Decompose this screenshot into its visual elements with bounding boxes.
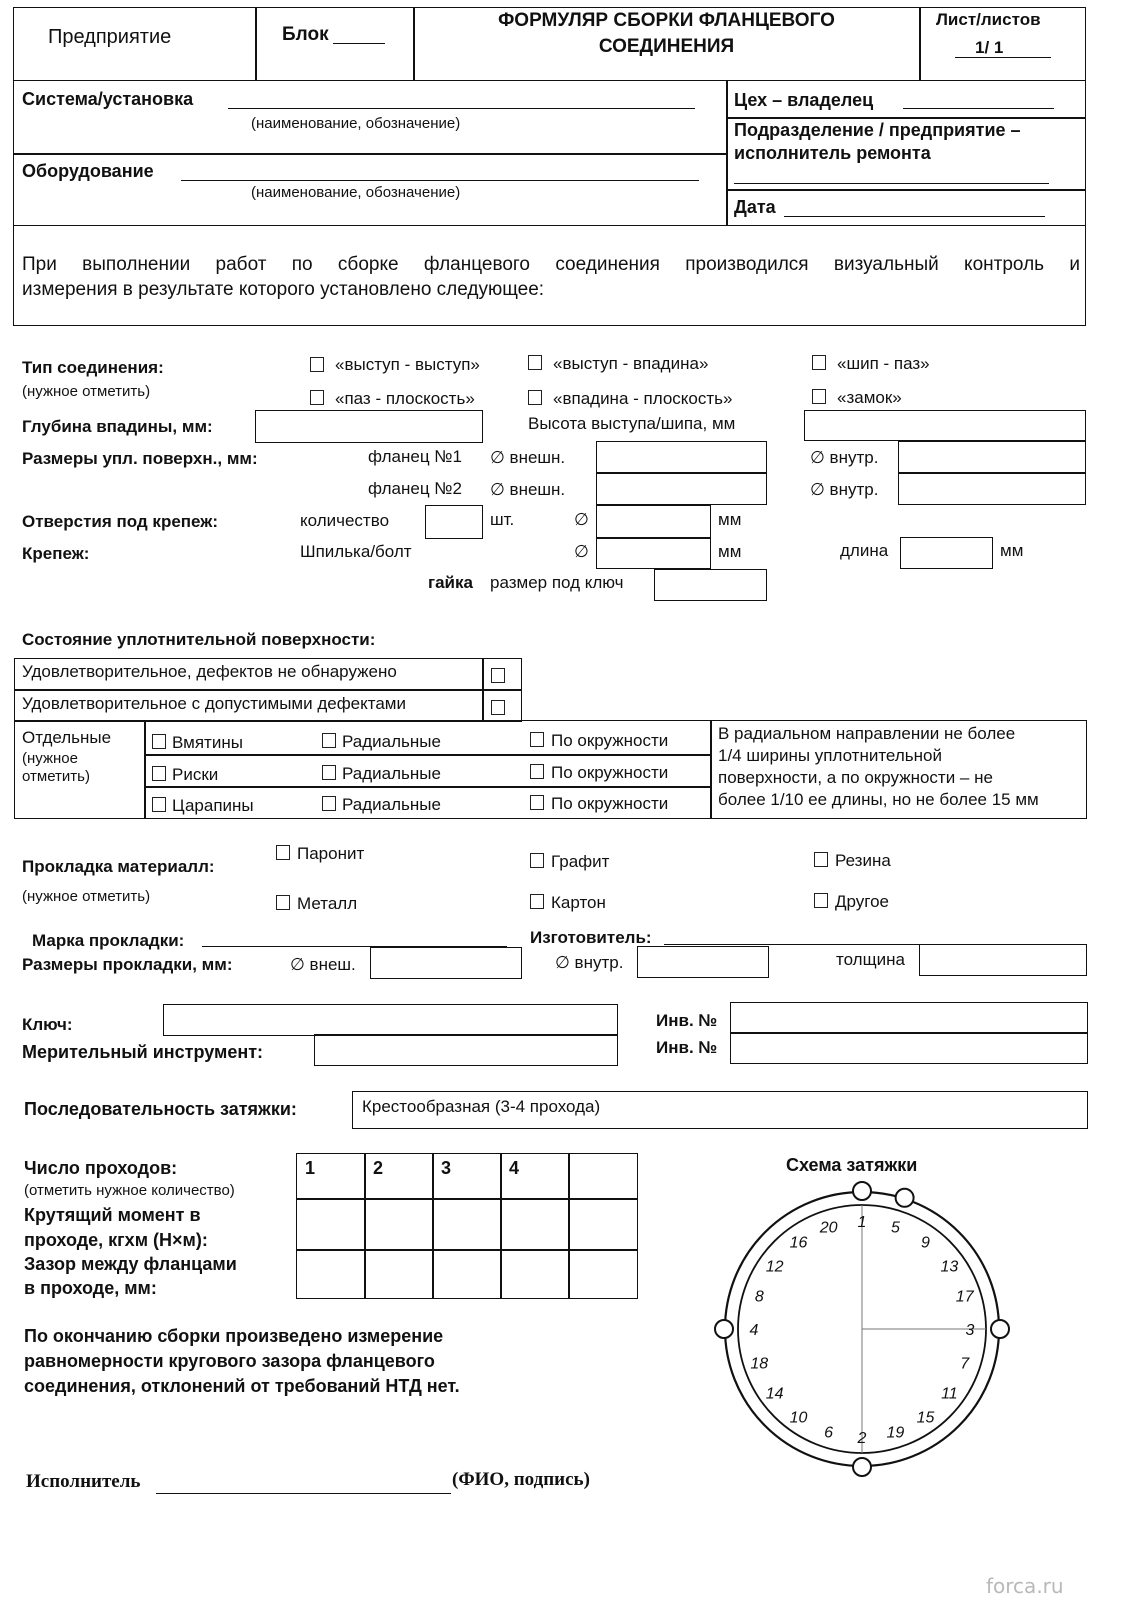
gasket-material-hint: (нужное отметить)	[22, 888, 151, 905]
bolt-number-9: 15	[916, 1409, 935, 1427]
final-line3: соединения, отклонений от требований НТД нет.	[24, 1376, 460, 1396]
executor-label: Исполнитель	[26, 1471, 141, 1492]
stud-length-label: длина	[840, 541, 889, 560]
pass-header-3: 3	[441, 1158, 452, 1178]
holes-quantity-label: количество	[300, 511, 390, 530]
measuring-label: Мерительный инструмент:	[22, 1042, 264, 1062]
checkbox-graphite[interactable]	[530, 853, 544, 868]
intro-line2: измерения в результате которого установлено следующее:	[22, 279, 545, 300]
measuring-input[interactable]	[314, 1034, 618, 1066]
passes-hint: (отметить нужное количество)	[24, 1182, 235, 1199]
checkbox-dents-circumferential[interactable]	[530, 732, 544, 747]
gap-label-line1: Зазор между фланцами	[24, 1254, 237, 1274]
torque-label-line1: Крутящий момент в	[24, 1205, 201, 1225]
option-groove-flat: «паз - плоскость»	[335, 389, 475, 408]
key-input[interactable]	[163, 1004, 618, 1036]
wrench-size-input[interactable]	[654, 569, 767, 601]
enterprise-label: Предприятие	[48, 26, 172, 48]
gasket-thickness-label: толщина	[836, 950, 905, 969]
stud-length-mm-label: мм	[1000, 541, 1024, 560]
equipment-name-hint: (наименование, обозначение)	[251, 184, 461, 201]
passes-table	[296, 1153, 638, 1299]
checkbox-groove-flat[interactable]	[310, 390, 324, 405]
gasket-cardboard: Картон	[551, 893, 606, 912]
stud-length-input[interactable]	[900, 537, 993, 569]
measuring-inv-input[interactable]	[730, 1032, 1088, 1064]
separate-label-line2: (нужное	[22, 750, 78, 767]
checkbox-hollow-flat[interactable]	[528, 390, 542, 405]
flange1-outer-input[interactable]	[596, 441, 767, 474]
bolt-number-10: 19	[886, 1424, 905, 1442]
stud-diam-label: ∅	[574, 542, 589, 561]
bolt-number-19: 16	[789, 1234, 808, 1252]
surface-title: Состояние уплотнительной поверхности:	[22, 630, 376, 649]
surface-ok-no-defects: Удовлетворительное, дефектов не обнаружено	[22, 662, 397, 681]
gasket-outer-input[interactable]	[370, 947, 522, 979]
sequence-label: Последовательность затяжки:	[24, 1099, 297, 1119]
surface-ok-with-defects: Удовлетворительное с допустимыми дефектами	[22, 694, 406, 713]
dept-field[interactable]	[734, 166, 1049, 184]
bolt-number-6: 3	[965, 1322, 975, 1339]
checkbox-dents-radial[interactable]	[322, 733, 336, 748]
stud-bolt-label: Шпилька/болт	[300, 542, 412, 561]
checkbox-ledge-hollow[interactable]	[528, 355, 542, 370]
key-inv-label: Инв. №	[656, 1011, 718, 1030]
sizes-label: Размеры упл. поверхн., мм:	[22, 449, 258, 468]
key-label: Ключ:	[22, 1015, 73, 1034]
watermark: forca.ru	[986, 1574, 1064, 1598]
checkbox-scratches-circumferential[interactable]	[530, 795, 544, 810]
defect-scratches: Царапины	[172, 796, 254, 815]
date-label: Дата	[734, 197, 776, 217]
gasket-other: Другое	[835, 892, 890, 911]
flange1-inner-input[interactable]	[898, 441, 1086, 474]
gasket-maker-field[interactable]	[664, 925, 1074, 945]
key-inv-input[interactable]	[730, 1002, 1088, 1034]
separate-label-line3: отметить)	[22, 768, 90, 785]
bolt-number-4: 13	[940, 1258, 959, 1276]
risk-radial: Радиальные	[342, 764, 441, 783]
separate-label-line1: Отдельные	[22, 728, 112, 747]
gasket-inner-input[interactable]	[637, 946, 769, 978]
defect-note-line1: В радиальном направлении не более	[718, 724, 1016, 743]
option-hollow-flat: «впадина - плоскость»	[553, 389, 733, 408]
scheme-title: Схема затяжки	[786, 1155, 918, 1175]
form-title-line2: СОЕДИНЕНИЯ	[598, 36, 735, 57]
equipment-label: Оборудование	[22, 161, 154, 181]
holes-label: Отверстия под крепеж:	[22, 512, 218, 531]
bolt-number-5: 17	[955, 1288, 974, 1306]
gap-label-line2: в проходе, мм:	[24, 1278, 157, 1298]
holes-mm-label: мм	[718, 510, 742, 529]
checkbox-metal[interactable]	[276, 895, 290, 910]
holes-diameter-input[interactable]	[596, 505, 711, 539]
checkbox-rubber[interactable]	[814, 852, 828, 867]
checkbox-scratches-radial[interactable]	[322, 796, 336, 811]
defect-dents: Вмятины	[172, 733, 243, 752]
bolt-marker-3	[991, 1320, 1009, 1338]
connection-type-hint: (нужное отметить)	[22, 383, 151, 400]
wrench-size-label: размер под ключ	[490, 573, 624, 592]
flange2-outer-input[interactable]	[596, 472, 767, 505]
checkbox-lock[interactable]	[812, 389, 826, 404]
pass-header-1: 1	[305, 1158, 316, 1178]
dents-circumferential: По окружности	[551, 731, 669, 750]
sheets-value: 1/ 1	[975, 38, 1004, 57]
fio-sign-label: (ФИО, подпись)	[452, 1469, 590, 1490]
bolt-marker-5	[896, 1189, 914, 1207]
passes-label: Число проходов:	[24, 1158, 178, 1178]
holes-quantity-input[interactable]	[425, 505, 483, 539]
torque-label-line2: проходе, кгхм (Н×м):	[24, 1230, 208, 1250]
shop-owner-label: Цех – владелец	[734, 90, 874, 110]
block-field[interactable]	[333, 24, 385, 44]
depth-input[interactable]	[255, 410, 483, 443]
fastener-label: Крепеж:	[22, 544, 90, 563]
system-label: Система/установка	[22, 89, 194, 109]
defect-note-line2: 1/4 ширины уплотнительной	[718, 746, 942, 765]
gasket-paronite: Паронит	[297, 844, 365, 863]
option-lock: «замок»	[837, 388, 902, 407]
defect-note-line3: поверхности, а по окружности – не	[718, 768, 993, 787]
form-title-line1: ФОРМУЛЯР СБОРКИ ФЛАНЦЕВОГО	[498, 10, 835, 31]
final-line1: По окончанию сборки произведено измерение	[24, 1326, 444, 1346]
option-ledge-ledge: «выступ - выступ»	[335, 355, 480, 374]
executor-field[interactable]	[156, 1472, 451, 1494]
checkbox-risk-radial[interactable]	[322, 765, 336, 780]
gasket-material-label: Прокладка материалл:	[22, 857, 215, 876]
bolt-marker-4	[715, 1320, 733, 1338]
sheets-label: Лист/листов	[936, 10, 1041, 29]
checkbox-other[interactable]	[814, 893, 828, 908]
checkbox-ok-with-defects[interactable]	[491, 700, 505, 715]
intro-line1: При выполнении работ по сборке фланцевого соединения производился визуальный контроль и	[22, 254, 1080, 275]
option-tongue-groove: «шип - паз»	[837, 354, 930, 373]
gasket-graphite: Графит	[551, 852, 610, 871]
gasket-maker-label: Изготовитель:	[530, 928, 652, 947]
bolt-marker-1	[853, 1182, 871, 1200]
system-field[interactable]	[228, 88, 695, 109]
scratches-circumferential: По окружности	[551, 794, 669, 813]
stud-diameter-input[interactable]	[596, 537, 711, 569]
checkbox-dents[interactable]	[152, 734, 166, 749]
nut-label: гайка	[428, 573, 473, 592]
bolt-number-7: 7	[960, 1355, 970, 1373]
equipment-field[interactable]	[181, 160, 699, 181]
flange1-outer-label: ∅ внешн.	[490, 448, 566, 467]
flange1-inner-label: ∅ внутр.	[810, 448, 879, 467]
gasket-sizes-label: Размеры прокладки, мм:	[22, 955, 233, 974]
gasket-metal: Металл	[297, 894, 358, 913]
dept-label-line1: Подразделение / предприятие –	[734, 120, 1021, 140]
checkbox-tongue-groove[interactable]	[812, 355, 826, 370]
checkbox-ledge-ledge[interactable]	[310, 357, 324, 372]
connection-type-label: Тип соединения:	[22, 358, 164, 377]
gasket-outer-label: ∅ внеш.	[290, 955, 356, 974]
bolt-number-15: 18	[750, 1355, 769, 1373]
bolt-number-3: 9	[921, 1234, 930, 1252]
flange2-inner-input[interactable]	[898, 472, 1086, 505]
shop-owner-field[interactable]	[903, 89, 1054, 109]
bolt-number-12: 6	[824, 1424, 834, 1442]
option-ledge-hollow: «выступ - впадина»	[553, 354, 709, 373]
risk-circumferential: По окружности	[551, 763, 669, 782]
gasket-rubber: Резина	[835, 851, 891, 870]
flange2-outer-label: ∅ внешн.	[490, 480, 566, 499]
dents-radial: Радиальные	[342, 732, 441, 751]
pass-header-2: 2	[373, 1158, 384, 1178]
depth-label: Глубина впадины, мм:	[22, 417, 213, 436]
gasket-thickness-input[interactable]	[919, 944, 1087, 976]
holes-pcs-label: шт.	[490, 510, 515, 529]
tightening-scheme-diagram	[700, 1170, 1020, 1490]
bolt-number-8: 11	[941, 1385, 958, 1403]
checkbox-risk[interactable]	[152, 766, 166, 781]
system-name-hint: (наименование, обозначение)	[251, 115, 461, 132]
bolt-number-20: 20	[819, 1219, 838, 1237]
holes-diam-label: ∅	[574, 510, 589, 529]
bolt-marker-2	[853, 1458, 871, 1476]
final-line2: равномерности кругового зазора фланцевого	[24, 1351, 435, 1371]
bolt-number-1: 1	[857, 1214, 867, 1231]
bolt-number-16: 4	[749, 1322, 759, 1339]
flange2-label: фланец №2	[368, 479, 462, 498]
measuring-inv-label: Инв. №	[656, 1038, 718, 1057]
checkbox-scratches[interactable]	[152, 797, 166, 812]
height-input[interactable]	[804, 410, 1086, 441]
checkbox-paronite[interactable]	[276, 845, 290, 860]
bolt-number-18: 12	[765, 1258, 784, 1276]
block-label: Блок	[282, 24, 329, 45]
bolt-number-2: 5	[890, 1219, 900, 1237]
pass-header-4: 4	[509, 1158, 520, 1178]
sequence-value: Крестообразная (3-4 прохода)	[362, 1097, 601, 1116]
bolt-number-14: 14	[765, 1385, 784, 1403]
defect-risk: Риски	[172, 765, 219, 784]
checkbox-ok-no-defects[interactable]	[491, 668, 505, 683]
dept-label-line2: исполнитель ремонта	[734, 143, 931, 163]
date-field[interactable]	[784, 197, 1045, 217]
flange1-label: фланец №1	[368, 447, 462, 466]
gasket-inner-label: ∅ внутр.	[555, 953, 624, 972]
bolt-number-13: 10	[789, 1409, 808, 1427]
height-label: Высота выступа/шипа, мм	[528, 414, 736, 433]
stud-mm-label: мм	[718, 542, 742, 561]
scratches-radial: Радиальные	[342, 795, 441, 814]
gasket-grade-field[interactable]	[202, 927, 507, 947]
defect-note-line4: более 1/10 ее длины, но не более 15 мм	[718, 790, 1039, 809]
flange2-inner-label: ∅ внутр.	[810, 480, 879, 499]
checkbox-risk-circumferential[interactable]	[530, 764, 544, 779]
checkbox-cardboard[interactable]	[530, 894, 544, 909]
bolt-number-17: 8	[754, 1288, 764, 1306]
bolt-number-11: 2	[857, 1430, 867, 1447]
gasket-grade-label: Марка прокладки:	[32, 931, 185, 950]
